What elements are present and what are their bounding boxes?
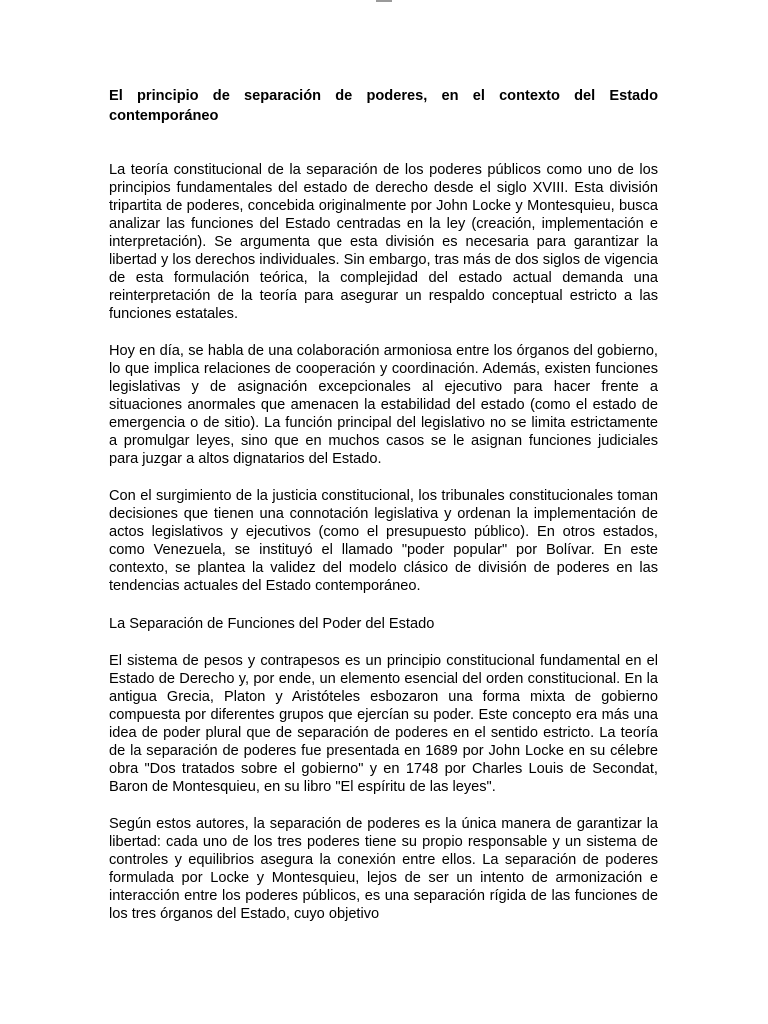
document-page <box>109 86 658 942</box>
paragraph-intro-1: La teoría constitucional de la separación de los poderes públicos como uno de los principios fundamentales del estado de derecho desde el siglo XVIII. Esta división tripartita de poderes, concebida originalmente por John Locke y Montesquieu, busca analizar las funciones del Estado centradas en la ley (creación, implementación e interpretación). Se argumenta que esta división es necesaria para garantizar la libertad y los derechos individuales. Sin embargo, tras más de dos siglos de vigencia de esta formulación teórica, la complejidad del estado actual demanda una reinterpretación de la teoría para asegurar un respaldo conceptual estricto a las funciones estatales. <box>109 162 658 322</box>
section-heading: La Separación de Funciones del Poder del Estado <box>109 616 435 632</box>
paragraph-section-2: Según estos autores, la separación de poderes es la única manera de garantizar la libertad: cada uno de los tres poderes tiene su propio responsable y un sistema de controles y equilibrios asegura la conexión entre ellos. La separación de poderes formulada por Locke y Montesquieu, lejos de ser un intento de armonización e interacción entre los poderes públicos, es una separación rígida de las funciones de los tres órganos del Estado, cuyo objetivo <box>109 816 658 922</box>
paragraph-intro-3: Con el surgimiento de la justicia constitucional, los tribunales constitucionales toman decisiones que tienen una connotación legislativa y ordenan la implementación de actos legislativos y ejecutivos (como el presupuesto público). En otros estados, como Venezuela, se instituyó el llamado "poder popular" por Bolívar. En este contexto, se plantea la validez del modelo clásico de división de poderes en las tendencias actuales del Estado contemporáneo. <box>109 488 658 594</box>
paragraph-section-1: El sistema de pesos y contrapesos es un principio constitucional fundamental en el Estado de Derecho y, por ende, un elemento esencial del orden constitucional. En la antigua Grecia, Platon y Aristóteles esbozaron una forma mixta de gobierno compuesta por diferentes grupos que ejercían su poder. Este concepto era más una idea de poder plural que de separación de poderes en el sentido estricto. La teoría de la separación de poderes fue presentada en 1689 por John Locke en su célebre obra "Dos tratados sobre el gobierno" y en 1748 por Charles Louis de Secondat, Baron de Montesquieu, en su libro "El espíritu de las leyes". <box>109 653 658 795</box>
paragraph-intro-2: Hoy en día, se habla de una colaboración armoniosa entre los órganos del gobierno, lo que implica relaciones de cooperación y coordinación. Además, existen funciones legislativas y de asignación excepcionales al ejecutivo para hacer frente a situaciones anormales que amenacen la estabilidad del estado (como el estado de emergencia o de sitio). La función principal del legislativo no se limita estrictamente a promulgar leyes, sino que en muchos casos se le asignan funciones judiciales para juzgar a altos dignatarios del Estado. <box>109 343 658 467</box>
document-title: El principio de separación de poderes, en el contexto del Estado contemporáneo <box>109 88 658 124</box>
page-top-marker <box>376 0 392 2</box>
